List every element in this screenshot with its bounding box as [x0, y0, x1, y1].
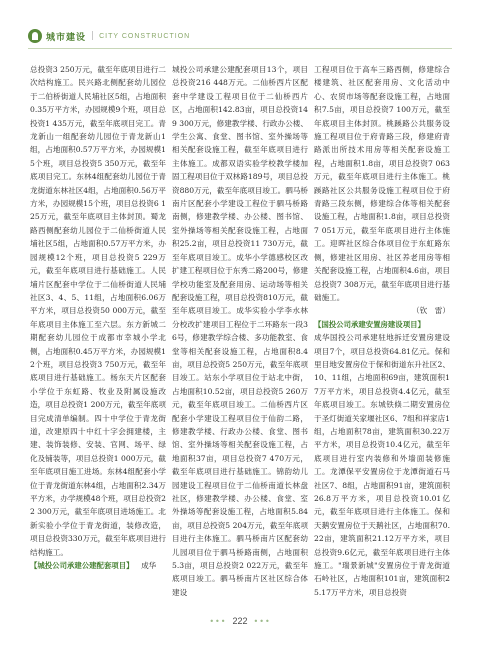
- col3-section-body: 成华国投公司承建驻地拆迁安置房建设项目7个，项目总投资64.81亿元。保和里目地安置房位于保和街道东升社区2、10、11组，占地面积69亩，建筑面积17万平方米，项目总投资4.4亿元，截至年底项目竣工。东城铁倏二期安置房位于圣灯街道关家堰社区6、7组和祥家店1组，占地面积78亩，建筑面积30.22万平方米，项目总投资10.4亿元，截至年底项目进行室内装修和外墙面装修施工。龙潭保平安置房位于龙潭街道石马社区7、8组，占地面积91亩，建筑面积26.8万平方米，项目总投资10.01亿元，截至年底项目进行主体施工。保和天鹅安置房位于天鹅社区，占地面积70.22亩，建筑面积21.12万平方米，项目总投资9.6亿元，截至年底项目进行主体施工。"瑞景新城"安置房位于青龙街道石岭社区，占地面积101亩，建筑面积25.17万平方米，项目总投资: [314, 333, 450, 597]
- header-divider: [28, 48, 452, 49]
- footer-dots-left: •••: [209, 616, 227, 626]
- header-title-en: CITY CONSTRUCTION: [99, 32, 191, 40]
- page-footer: [0, 612, 480, 630]
- col1-section: [30, 559, 166, 572]
- col3-section-heading: [314, 318, 450, 331]
- col2-body: 城投公司承建公建配套项目13个，项目总投资216 448万元。二仙桥西片区配套中学建设工程项目位于二仙桥西片区，占地面积142.83亩，项目总投资149 300万元，修建教学楼、行政办公楼、学生公寓、食堂、图书馆、室外操场等相关配套设施工程，截至年底项目进行主体施工。成都双语实验学校教学楼加固工程项目位于双林路189号，项目总投资880万元，截至年底项目竣工。驷马桥南片区配套小学建设工程位于驷马桥路南侧，修建教学楼、办公楼、图书馆、室外操场等相关配套设施工程，占地面积25.2亩，项目总投资11 730万元，截至年底项目竣工。成华小学德感校区改扩建工程项目位于东秀二路200号，修建学校功能室及配套用房、运动场等相关配套设施工程，项目总投资810万元，截至年底项目竣工。成华实验小学李水林分校改扩建项目工程位于二环路东一段36号，修建教学综合楼、多功能教室、食堂等相关配套设施工程，占地面积8.4亩，项目总投资5 250万元，截至年底项目竣工。站东小学项目位于站北中街，占地面积10.52亩，项目总投资5 260万元，截至年底项目竣工。二仙桥西片区配套小学建设工程项目位于仙韵二路，修建教学楼、行政办公楼、食堂、图书馆、室外操场等相关配套设施工程，占地面积37亩，项目总投资7 470万元，截至年底项目进行基础施工。锦韵幼儿园建设工程项目位于二仙桥南道长林盘社区，修建教学楼、办公楼、食堂、室外操场等配套设施工程，占地面积5.84亩，项目总投资5 204万元，截至年底项目进行主体施工。驷马桥南片区配套幼儿园项目位于驷马桥路南侧，占地面积5.3亩，项目总投资2 022万元，截至年底项目竣工。驷马桥南片区社区综合体建设: [172, 65, 308, 597]
- header-separator: |: [91, 31, 95, 41]
- section-title-state-investment: 【国投公司承建安置房建设项目】: [314, 319, 425, 329]
- footer-dots-right: •••: [253, 616, 271, 626]
- text-column-3: [314, 63, 450, 599]
- header-title-cn: 城市建设: [46, 32, 87, 43]
- page-number: 222: [232, 616, 248, 626]
- section-title-city-investment: 【城投公司承建公建配套项目】: [30, 561, 134, 571]
- city-logo-icon: [28, 29, 42, 43]
- text-column-1: [30, 63, 166, 572]
- page-header: [28, 26, 452, 46]
- author-credit: （钦 雷）: [412, 306, 450, 316]
- col1-body: 总投资3 250万元，截至年底项目进行二次结构施工。民兴路北侧配套幼儿园位于二伯桥街道人民埔社区5组，占地面积0.35万平方米，办园规模9个班，项目总投资1 435万元，截至年底项目完工。青龙新山一组配套幼儿园位于青龙新山1组，占地面积0.57万平方米，办园规模15个班，项目总投资5 350万元，截至年底项目完工。东林4组配套幼儿园位于青龙街道东林社区4组，占地面积0.56万平方米，办园规模15个班，项目总投资6 125万元，截至年底项目主体封顶。蜀龙路西侧配套幼儿园位于二仙桥街道人民埔社区5组，占地面积0.57万平方米，办园规模12个班，项目总投资5 229万元，截至年底项目进行基础施工。人民埔片区配套中学位于二仙桥街道人民埔社区3、4、5、11组，占地面积6.06万平方米，项目总投资50 000万元，截至年底项目主体施工至六层。东方新城二期配套幼儿园位于成都市幸城小学北侧，占地面积0.45万平方米，办园规模12个班，项目总投资3 750万元，截至年底项目进行基础施工。杨东天片区配套小学位于东虹路、牧业及附属设施改造，项目总投资1 200万元，截至年底项目完成清单编制。四十中学位于青龙街道，改建原四十中红十字会拥建楼，主建、装饰装修、安装、官网、场平、绿化及铺装等，项目总投资1 000万元，截至年底项目施工进场。东林4组配套小学位于青龙街道东林4组，占地面积2.34万平方米，办学规模48个班，项目总投资22 300万元，截至年底项目进场施工。北新实验小学位于青龙街道，装修改造，项目总投资330万元，截至年底项目进行结构施工。: [30, 65, 166, 557]
- text-column-2: [172, 63, 308, 599]
- col3-body: 工程项目位于高车三路西侧，修建综合楼建筑、社区配套用房、文化活动中心、农贸市场等配套设施工程，占地面积7.5亩，项目总投资7 100万元，截至年底项目主体封顶。桃蹊路公共服务设施工程项目位于府青路三段，修建府青路派出所技术用房等相关配套设施工程，占地面积1.8亩，项目总投资7 063万元，截至年底项目进行主体施工。桃蹊路社区公共服务设施工程项目位于府青路三段东侧，修建综合体等相关配套设施工程，占地面积1.8亩，项目总投资7 051万元，截至年底项目进行主体施工。迎晖社区综合体项目位于东虹路东侧，修建社区用房、社区养老用房等相关配套设施工程，占地面积4.6亩，项目总投资7 308万元，截至年底项目进行基础施工。: [314, 65, 450, 302]
- col1-section-tail: 成华: [141, 561, 157, 571]
